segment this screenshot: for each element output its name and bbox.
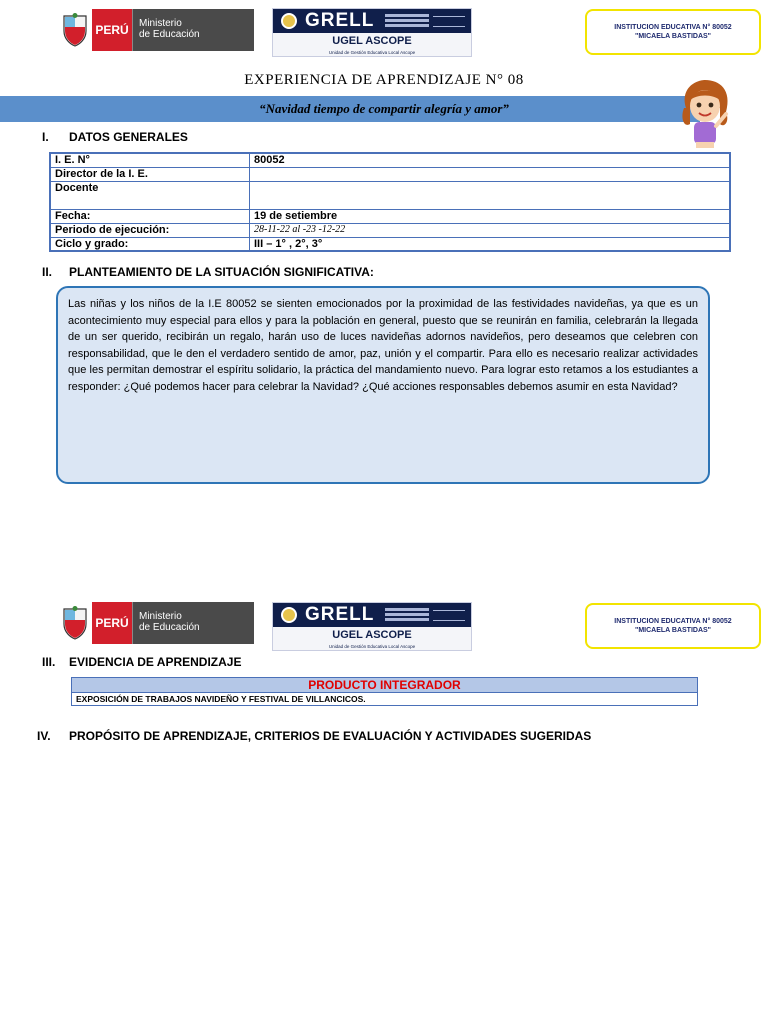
minedu-logo: [58, 9, 254, 51]
producto-integrador-value: EXPOSICIÓN DE TRABAJOS NAVIDEÑO Y FESTIVAL DE VILLANCICOS.: [72, 693, 698, 706]
row-key: Periodo de ejecución:: [50, 223, 250, 237]
ministerio-label: Ministerio de Educación: [132, 602, 254, 644]
grell-ugel-logo: [272, 602, 472, 651]
row-key: I. E. N°: [50, 153, 250, 167]
school-name-box: INSTITUCION EDUCATIVA N° 80052 "MICAELA BASTIDAS": [585, 603, 761, 649]
grell-ugel-logo: [272, 8, 472, 57]
minedu-logo: [58, 602, 254, 644]
table-row: [50, 237, 730, 251]
ugel-subtitle: Unidad de Gestión Educativa Local Ascope: [273, 643, 471, 650]
grell-seal-icon: [433, 610, 465, 621]
datos-generales-table: [49, 152, 731, 252]
grell-lines-icon: [385, 14, 429, 29]
evidencia-table: [71, 677, 698, 706]
row-value: 80052: [250, 153, 731, 167]
table-row: [50, 181, 730, 209]
row-key: Ciclo y grado:: [50, 237, 250, 251]
row-value: [250, 167, 731, 181]
row-value: III – 1° , 2°, 3°: [250, 237, 731, 251]
table-row: [50, 209, 730, 223]
peru-label: PERÚ: [92, 9, 132, 51]
peru-coat-of-arms-icon: [58, 602, 92, 644]
subtitle-text: “Navidad tiempo de compartir alegría y amor”: [259, 101, 509, 116]
school-name-box: INSTITUCION EDUCATIVA N° 80052 "MICAELA BASTIDAS": [585, 9, 761, 55]
row-value: [250, 181, 731, 209]
ministerio-label: Ministerio de Educación: [132, 9, 254, 51]
table-row: [50, 167, 730, 181]
row-key: Docente: [50, 181, 250, 209]
table-row: [72, 693, 698, 706]
producto-integrador-header: PRODUCTO INTEGRADOR: [72, 678, 698, 693]
situacion-significativa-box: Las niñas y los niños de la I.E 80052 se sienten emocionados por la proximidad de las festividades navideñas, ya que es un acontecimiento muy especial para ellos y para la población en general, puesto que se reunirán en familia, celebrarán la llegada de un ser querido, recibirán un regalo, harán uso de luces navideñas adornos navideños, pero deseamos que celebren con responsabilidad, que le den el verdadero sentido de amor, paz, unión y el compartir. Para ello es necesario realizar actividades que les permitan demostrar el espíritu solidario, la práctica del mandamiento nuevo. Para lograr esto retamos a los estudiantes a responder: ¿Qué podemos hacer para celebrar la Navidad? ¿Qué acciones responsables debemos asumir en esta Navidad?: [56, 286, 710, 484]
row-key: Fecha:: [50, 209, 250, 223]
grell-word: GRELL: [305, 604, 375, 625]
grell-word: GRELL: [305, 10, 375, 31]
table-row: [50, 153, 730, 167]
table-row: [50, 223, 730, 237]
page-title: EXPERIENCIA DE APRENDIZAJE N° 08: [244, 72, 524, 88]
grell-emblem-icon: [281, 13, 297, 29]
ugel-name: UGEL ASCOPE: [273, 627, 471, 643]
peru-coat-of-arms-icon: [58, 9, 92, 51]
grell-emblem-icon: [281, 607, 297, 623]
ugel-subtitle: Unidad de Gestión Educativa Local Ascope: [273, 49, 471, 56]
grell-seal-icon: [433, 16, 465, 27]
ugel-name: UGEL ASCOPE: [273, 33, 471, 49]
peru-label: PERÚ: [92, 602, 132, 644]
grell-lines-icon: [385, 608, 429, 623]
row-value: 28-11-22 al -23 -12-22: [250, 223, 731, 237]
row-key: Director de la I. E.: [50, 167, 250, 181]
subtitle-banner: [0, 96, 700, 122]
girl-illustration-icon: [676, 78, 734, 150]
table-row: [72, 678, 698, 693]
row-value: 19 de setiembre: [250, 209, 731, 223]
